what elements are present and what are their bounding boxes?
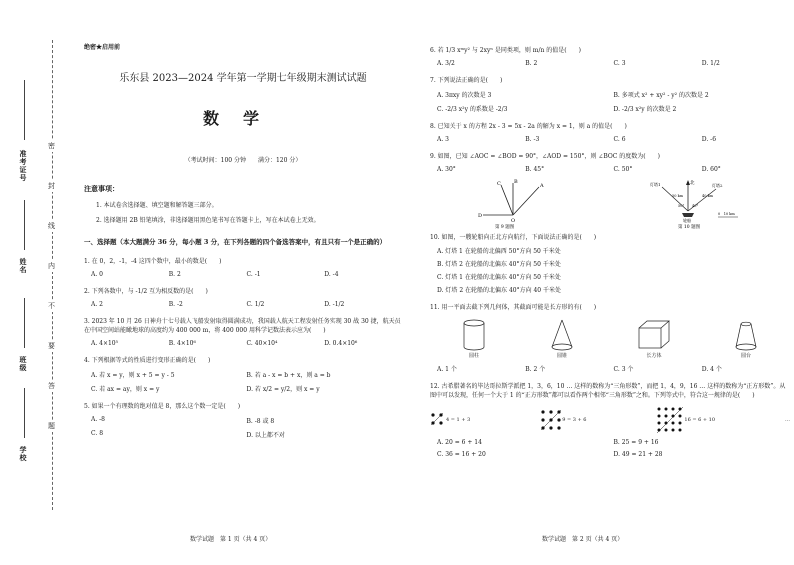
ship-icon [682, 213, 694, 217]
ellipsis: … [784, 417, 790, 423]
figure-9-caption: 第 9 题图 [494, 225, 514, 229]
option: D. 49 = 21 + 28 [613, 451, 663, 458]
question-6-options [437, 60, 790, 67]
notes-heading: 注意事项： [84, 184, 119, 193]
option: C. 3 [613, 60, 626, 67]
option: D. -4 [324, 271, 339, 278]
page-1-footer: 数学试题 第 1 页（共 4 页） [190, 536, 272, 543]
option: B. 45° [525, 166, 545, 173]
option: B. 25 = 9 + 16 [613, 439, 659, 446]
name-line [24, 200, 25, 250]
question-2: 2. 下列各数中，与 -1/2 互为相反数的是( ) [84, 288, 208, 295]
option: A. 1 个 [437, 366, 457, 373]
dots-icon [540, 409, 562, 431]
option: D. 1/2 [701, 60, 720, 67]
figure-12-dots [430, 406, 790, 434]
exam-title: 乐东县 2023—2024 学年第一学期七年级期末测试试题 [119, 73, 367, 84]
section-heading: 一、选择题（本大题满分 36 分，每小题 3 分，在下列各题的四个备选答案中，有且只有一个是正确的） [84, 238, 387, 246]
option: C. 若 ax = ay，则 x = y [91, 386, 160, 393]
cuboid-icon [637, 318, 671, 352]
solid-cuboid [637, 318, 671, 359]
question-7: 7. 下列说法正确的是( ) [430, 77, 503, 84]
dist-40km: 40 km [701, 194, 713, 198]
seal-char: 要 [48, 342, 55, 350]
option: C. 36 = 16 + 20 [437, 451, 486, 458]
option: B. 4×10⁶ [168, 340, 196, 347]
subject-title: 数学 [202, 109, 283, 128]
frustum-icon [733, 318, 759, 352]
solid-label: 长方体 [646, 353, 662, 359]
option: C. 8 [91, 430, 104, 437]
question-12-options [437, 434, 790, 458]
option: B. -3 [525, 136, 540, 143]
binding-margin [0, 40, 80, 510]
note-item: 2. 选择题用 2B 铅笔填涂，非选择题用黑色笔书写在答题卡上，写在本试卷上无效。 [96, 217, 320, 224]
label-a: A [539, 183, 544, 189]
note-item: 1. 本试卷含选择题、填空题和解答题三部分。 [96, 202, 218, 209]
tower2-label: 灯塔2 [711, 183, 723, 188]
option: D. 60° [701, 166, 721, 173]
question-4: 4. 下列根据等式的性质进行变形正确的是( ) [84, 357, 211, 364]
angle-50: 50° [677, 204, 684, 208]
label-b: B [513, 179, 518, 185]
option: C. -2/3 x²y 的系数是 -2/3 [437, 106, 508, 113]
dots-icon [656, 406, 684, 434]
equation: 4 = 1 + 3 [446, 417, 471, 423]
label-o: O [510, 218, 515, 224]
option: D. -2/3 x²y 的次数是 2 [613, 106, 677, 113]
dot-pattern-9 [540, 409, 586, 431]
cone-icon [549, 318, 575, 352]
question-11-options [437, 364, 790, 373]
question-3-options [91, 340, 402, 347]
seal-char: 不 [48, 302, 55, 310]
seal-char: 密 [48, 142, 55, 150]
solid-cylinder [461, 318, 487, 359]
option: C. 6 [613, 136, 626, 143]
label-c: C [496, 181, 501, 187]
option: B. 多项式 x² + xy² - y² 的次数是 2 [613, 92, 709, 99]
option: D. 4 个 [701, 366, 722, 373]
option: D. 0.4×10⁶ [324, 340, 358, 347]
option: B. 灯塔 2 在轮船的北偏东 40°方向 50 千米处 [437, 261, 561, 268]
question-8: 8. 已知关于 x 的方程 2x - 3 = 5x - 2a 的解为 x = 1，则 a 的值是( ) [430, 123, 627, 130]
label-d: D [477, 213, 482, 219]
north-label: 北 [689, 181, 694, 186]
option: A. 若 x = y，则 x + 5 = y - 5 [91, 372, 175, 379]
option: B. -8 或 8 [246, 418, 275, 425]
question-7-options [437, 85, 790, 113]
class-line [24, 298, 25, 348]
option: A. 3/2 [437, 60, 455, 67]
page-1-content [84, 42, 402, 439]
option: D. 灯塔 2 在轮船的北偏东 40°方向 40 千米处 [437, 287, 562, 294]
option: C. 40×10⁴ [246, 340, 278, 347]
solid-label: 圆台 [740, 353, 751, 359]
angle-40: 40° [691, 204, 698, 208]
option: A. 0 [91, 271, 103, 278]
tower1-label: 灯塔1 [649, 182, 661, 187]
question-9-options [437, 166, 790, 173]
scale-label: 0 10 km [717, 212, 735, 216]
option: C. 1/2 [246, 301, 265, 308]
question-5-options [91, 411, 402, 439]
option: B. 若 a - x = b + x，则 a = b [246, 372, 331, 379]
solid-label: 圆锥 [556, 353, 567, 359]
option: D. 若 x/2 = y/2，则 x = y [246, 386, 320, 393]
exam-no-line [24, 80, 25, 140]
cylinder-icon [461, 318, 487, 352]
solid-label: 圆柱 [468, 353, 479, 359]
seal-char: 线 [48, 222, 55, 230]
question-8-options [437, 136, 790, 143]
option: B. 2 [168, 271, 181, 278]
page-2-content [430, 46, 790, 458]
option: A. 灯塔 1 在轮船的北偏西 50°方向 50 千米处 [437, 248, 561, 255]
solid-frustum [733, 318, 759, 359]
option: C. 3 个 [613, 366, 634, 373]
dot-pattern-4 [430, 412, 470, 428]
option: C. 灯塔 1 在轮船的北偏东 40°方向 50 千米处 [437, 274, 561, 281]
ray-oa [513, 187, 539, 215]
seal-char: 答 [48, 382, 55, 390]
question-6: 6. 若 1/3 xᵐy² 与 2xyⁿ 是同类项，则 m/n 的值是( ) [430, 47, 581, 54]
seal-char: 题 [48, 422, 55, 430]
question-1-options [91, 271, 402, 278]
question-10: 10. 如图，一艘轮船向正北方向航行，下面说法正确的是( ) [430, 234, 597, 241]
dots-icon [430, 412, 446, 428]
question-9: 9. 如图，已知 ∠AOC = ∠BOD = 90°，∠AOD = 150°，则 ∠BOC 的度数为( ) [430, 153, 660, 160]
figure-9 [473, 177, 553, 229]
option: D. -6 [701, 136, 717, 143]
question-4-options [91, 365, 402, 393]
option: C. -1 [246, 271, 261, 278]
equation: 9 = 3 + 6 [562, 417, 587, 423]
secret-mark: 绝密★启用前 [84, 44, 121, 51]
option: B. 2 个 [525, 366, 546, 373]
name-label: 姓名 [19, 258, 28, 274]
dist-50km: 50 km [671, 194, 683, 198]
ray-oc [501, 185, 513, 215]
seal-char: 封 [48, 182, 55, 190]
option: D. -1/2 [324, 301, 345, 308]
option: A. 3πxy 的次数是 3 [437, 92, 492, 99]
question-5: 5. 如果一个有理数的绝对值是 8，那么这个数一定是( ) [84, 403, 241, 410]
option: B. -2 [168, 301, 183, 308]
option: A. 3 [437, 136, 449, 143]
class-label: 班级 [19, 356, 28, 372]
exam-info: （考试时间：100 分钟 满分：120 分） [184, 157, 302, 164]
option: B. 2 [525, 60, 538, 67]
school-line [24, 388, 25, 438]
option: C. 50° [613, 166, 633, 173]
question-3: 3. 2023 年 10 月 26 日神舟十七号载人飞船发射取得圆满成功，我国载人航天工程发射任务实现 30 战 30 捷，航天员在中国空间站能瞰地球的高度约为 400 000 m，将 400 000 用科学记数法表示应为( ) [84, 318, 401, 334]
option: A. 20 = 6 + 14 [437, 439, 482, 446]
option: A. 30° [437, 166, 456, 173]
question-12: 12. 古希腊著名的毕达哥拉斯学派把 1，3，6，10 … 这样的数称为“三角形数”，而把 1，4，9，16 … 这样的数称为“正方形数”。从图中可以发现，任何一个大于 1 的“正方形数”都可以看作两个相邻“三角形数”之和。下列等式中，符合这一规律的是( ) [430, 383, 786, 399]
exam-page-2 [412, 0, 794, 565]
figure-10 [638, 177, 748, 229]
dot-pattern-16 [656, 406, 715, 434]
solid-cone [549, 318, 575, 359]
question-1: 1. 在 0，2，-1，-4 这四个数中，最小的数是( ) [84, 258, 222, 265]
school-label: 学校 [19, 446, 28, 462]
figure-11-solids [430, 318, 790, 359]
exam-no-label: 准考证号 [19, 150, 28, 182]
question-11: 11. 用一平面去截下列几何体，其截面可能是长方形的有( ) [430, 304, 597, 311]
ship-label: 轮船 [682, 218, 691, 223]
figures-9-10 [430, 177, 790, 229]
option: A. 4×10⁵ [91, 340, 119, 347]
question-2-options [91, 301, 402, 308]
option: D. 以上都不对 [246, 432, 285, 439]
seal-dashed-line [52, 40, 53, 510]
figure-10-caption: 第 10 题图 [677, 225, 700, 229]
page-2-footer: 数学试题 第 2 页（共 4 页） [542, 536, 624, 543]
seal-char: 内 [48, 262, 55, 270]
equation: 16 = 6 + 10 [684, 417, 716, 423]
option: A. 2 [91, 301, 103, 308]
option: A. -8 [91, 416, 105, 423]
